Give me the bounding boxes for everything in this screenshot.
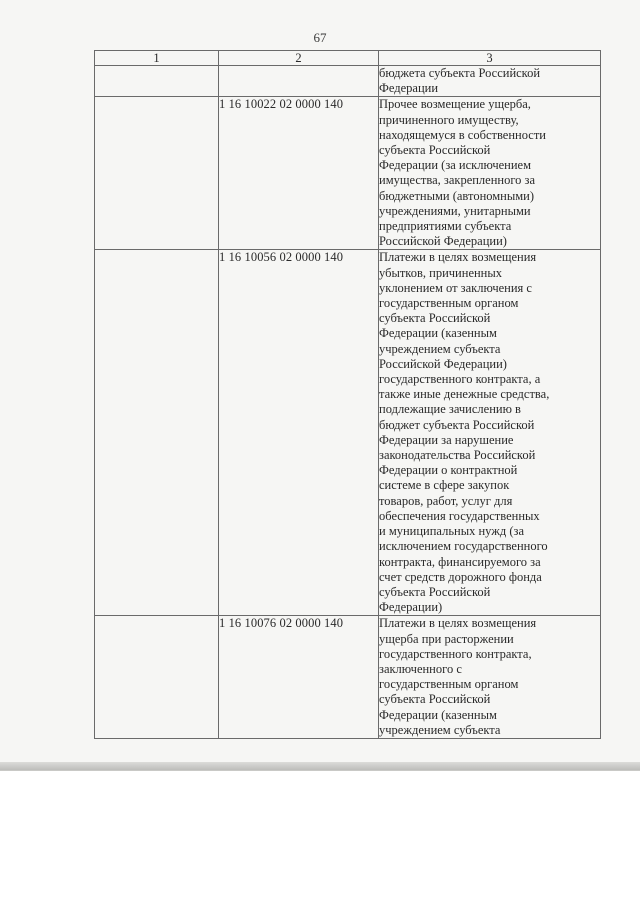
description-line: подлежащие зачислению в: [379, 402, 521, 417]
table-header-row: [95, 51, 601, 66]
row-col-1: [95, 97, 219, 250]
description-line: Федерации за нарушение: [379, 432, 514, 447]
description-line: обеспечения государственных: [379, 508, 540, 523]
description-line: также иные денежные средства,: [379, 387, 550, 402]
description-line: товаров, работ, услуг для: [379, 493, 513, 508]
table-row: [95, 66, 601, 97]
description-line: и муниципальных нужд (за: [379, 524, 525, 539]
description-line: системе в сфере закупок: [379, 478, 510, 493]
description-line: имущества, закрепленного за: [379, 173, 536, 188]
description-line: Федерации (казенным: [379, 707, 497, 722]
table-body: [95, 66, 601, 739]
description-line: государственным органом: [379, 677, 519, 692]
description-line: бюджета субъекта Российской: [379, 66, 541, 80]
table-row: [95, 97, 601, 250]
description-line: предприятиями субъекта: [379, 219, 512, 234]
row-col-1: [95, 250, 219, 616]
budget-classification-code: 1 16 10022 02 0000 140: [219, 97, 379, 250]
description-line: уклонением от заключения с: [379, 280, 532, 295]
budget-classification-code: [219, 66, 379, 97]
description-line: заключенного с: [379, 661, 462, 676]
description-line: государственным органом: [379, 296, 519, 311]
description-line: субъекта Российской: [379, 584, 491, 599]
description-line: государственного контракта, а: [379, 372, 541, 387]
row-col-1: [95, 66, 219, 97]
description-line: субъекта Российской: [379, 692, 491, 707]
description-line: счет средств дорожного фонда: [379, 569, 542, 584]
description-line: находящемуся в собственности: [379, 127, 546, 142]
header-col-1: 1: [95, 51, 219, 66]
description-line: исключением государственного: [379, 539, 548, 554]
budget-classification-code: 1 16 10076 02 0000 140: [219, 616, 379, 739]
description-line: причиненного имуществу,: [379, 112, 519, 127]
scan-edge: [0, 762, 640, 770]
budget-classification-code: 1 16 10056 02 0000 140: [219, 250, 379, 616]
description-line: субъекта Российской: [379, 143, 491, 158]
description-line: Платежи в целях возмещения: [379, 616, 537, 631]
page-number: 67: [313, 30, 327, 45]
description-line: Федерации: [379, 81, 439, 96]
description-line: Федерации (за исключением: [379, 158, 532, 173]
description-line: Прочее возмещение ущерба,: [379, 97, 531, 112]
description-line: учреждением субъекта: [379, 341, 501, 356]
description-line: Российской Федерации): [379, 356, 507, 371]
table-row: [95, 616, 601, 739]
description-line: субъекта Российской: [379, 311, 491, 326]
description-line: Федерации (казенным: [379, 326, 497, 341]
header-col-2: 2: [219, 51, 379, 66]
description-line: убытков, причиненных: [379, 265, 503, 280]
description-line: Платежи в целях возмещения: [379, 250, 537, 265]
description-line: учреждениями, унитарными: [379, 203, 531, 218]
description-line: Федерации о контрактной: [379, 463, 518, 478]
revenue-description: [379, 616, 601, 739]
description-line: контракта, финансируемого за: [379, 554, 541, 569]
description-line: бюджет субъекта Российской: [379, 417, 535, 432]
revenue-description: [379, 66, 601, 97]
revenue-description: [379, 250, 601, 616]
revenue-description: [379, 97, 601, 250]
description-line: ущерба при расторжении: [379, 631, 514, 646]
budget-code-table: [94, 50, 601, 739]
table-row: [95, 250, 601, 616]
description-line: Федерации): [379, 600, 443, 615]
header-col-3: 3: [379, 51, 601, 66]
description-line: законодательства Российской: [379, 448, 536, 463]
description-line: государственного контракта,: [379, 646, 532, 661]
row-col-1: [95, 616, 219, 739]
description-line: Российской Федерации): [379, 234, 507, 249]
description-line: бюджетными (автономными): [379, 188, 535, 203]
description-line: учреждением субъекта: [379, 722, 501, 737]
